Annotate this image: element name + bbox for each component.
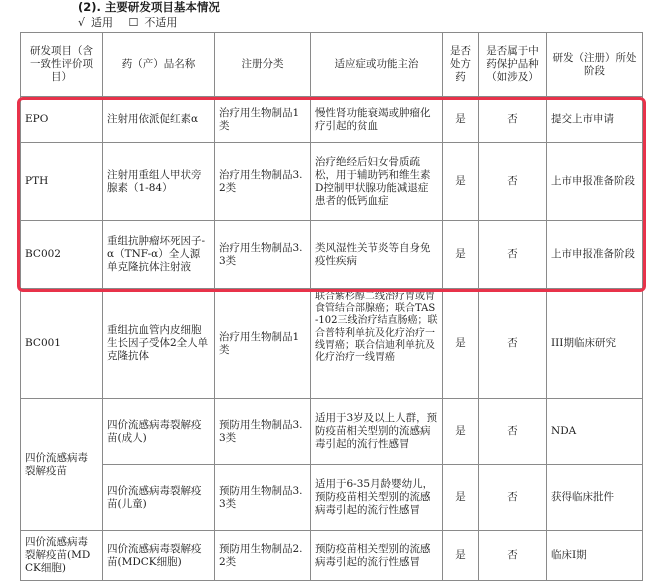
checkbox-icon: ☐ xyxy=(128,16,139,29)
cell-registration-class: 治疗用生物制品3.3类 xyxy=(215,221,311,289)
cell-indication: 类风湿性关节炎等自身免疫性疾病 xyxy=(311,221,443,289)
cell-project: EPO xyxy=(21,97,103,143)
cell-tcm-protection: 否 xyxy=(479,221,547,289)
cell-prescription: 是 xyxy=(443,531,479,581)
cell-stage: NDA xyxy=(547,399,643,465)
cell-registration-class: 预防用生物制品3.3类 xyxy=(215,465,311,531)
table-row xyxy=(21,289,643,399)
cell-prescription: 是 xyxy=(443,143,479,221)
header-stage: 研发（注册）所处阶段 xyxy=(547,33,643,97)
cell-prescription: 是 xyxy=(443,289,479,399)
cell-stage: 上市申报准备阶段 xyxy=(547,221,643,289)
table-row xyxy=(21,465,643,531)
table-row xyxy=(21,221,643,289)
cell-prescription: 是 xyxy=(443,221,479,289)
header-registration-class: 注册分类 xyxy=(215,33,311,97)
cell-prescription: 是 xyxy=(443,399,479,465)
cell-product-name: 四价流感病毒裂解疫苗(MDCK细胞) xyxy=(103,531,215,581)
header-tcm-protection: 是否属于中药保护品种（如涉及） xyxy=(479,33,547,97)
cell-indication: 预防疫苗相关型别的流感病毒引起的流行性感冒 xyxy=(311,531,443,581)
cell-registration-class: 治疗用生物制品3.2类 xyxy=(215,143,311,221)
header-prescription: 是否处方药 xyxy=(443,33,479,97)
cell-indication: 慢性肾功能衰竭或肿瘤化疗引起的贫血 xyxy=(311,97,443,143)
section-heading: (2). 主要研发项目基本情况 xyxy=(78,0,220,14)
rd-projects-table xyxy=(20,32,643,581)
cell-indication: 联合紫杉醇二线治疗胃或胃食管结合部腺癌；联合TAS-102三线治疗结直肠癌；联合普特利单抗及化疗治疗一线胃癌；联合信迪利单抗及化疗治疗一线胃癌 xyxy=(311,289,443,399)
cell-tcm-protection: 否 xyxy=(479,531,547,581)
cell-indication: 适用于3岁及以上人群，预防疫苗相关型别的流感病毒引起的流行性感冒 xyxy=(311,399,443,465)
cell-tcm-protection: 否 xyxy=(479,399,547,465)
cell-prescription: 是 xyxy=(443,465,479,531)
cell-registration-class: 治疗用生物制品1类 xyxy=(215,289,311,399)
cell-project: 四价流感病毒裂解疫苗(MDCK细胞) xyxy=(21,531,103,581)
table-row xyxy=(21,143,643,221)
cell-registration-class: 预防用生物制品2.2类 xyxy=(215,531,311,581)
header-product-name: 药（产）品名称 xyxy=(103,33,215,97)
cell-indication: 适用于6-35月龄婴幼儿，预防疫苗相关型别的流感病毒引起的流行性感冒 xyxy=(311,465,443,531)
cell-registration-class: 治疗用生物制品1类 xyxy=(215,97,311,143)
cell-stage: 提交上市申请 xyxy=(547,97,643,143)
cell-tcm-protection: 否 xyxy=(479,97,547,143)
header-project: 研发项目（含一致性评价项目） xyxy=(21,33,103,97)
table-row xyxy=(21,399,643,465)
table-row xyxy=(21,531,643,581)
cell-product-name: 重组抗血管内皮细胞生长因子受体2全人单克隆抗体 xyxy=(103,289,215,399)
cell-stage: 获得临床批件 xyxy=(547,465,643,531)
cell-product-name: 重组抗肿瘤坏死因子-α（TNF-α）全人源单克隆抗体注射液 xyxy=(103,221,215,289)
cell-stage: III期临床研究 xyxy=(547,289,643,399)
cell-stage: 上市申报准备阶段 xyxy=(547,143,643,221)
cell-product-name: 注射用依派促红素α xyxy=(103,97,215,143)
cell-project: 四价流感病毒裂解疫苗 xyxy=(21,399,103,531)
table-header-row xyxy=(21,33,643,97)
applicable-option: √ 适用 xyxy=(78,16,114,29)
cell-indication: 治疗绝经后妇女骨质疏松，用于辅助钙和维生素D控制甲状腺功能减退症患者的低钙血症 xyxy=(311,143,443,221)
table-row xyxy=(21,97,643,143)
applicability-options xyxy=(78,15,189,30)
cell-registration-class: 预防用生物制品3.3类 xyxy=(215,399,311,465)
cell-tcm-protection: 否 xyxy=(479,143,547,221)
checkmark-icon: √ xyxy=(78,16,86,29)
cell-product-name: 注射用重组人甲状旁腺素（1-84） xyxy=(103,143,215,221)
cell-project: BC001 xyxy=(21,289,103,399)
cell-project: PTH xyxy=(21,143,103,221)
cell-prescription: 是 xyxy=(443,97,479,143)
not-applicable-option: ☐ 不适用 xyxy=(128,16,178,29)
cell-project: BC002 xyxy=(21,221,103,289)
cell-stage: 临床I期 xyxy=(547,531,643,581)
cell-tcm-protection: 否 xyxy=(479,465,547,531)
cell-product-name: 四价流感病毒裂解疫苗(儿童) xyxy=(103,465,215,531)
header-indication: 适应症或功能主治 xyxy=(311,33,443,97)
cell-tcm-protection: 否 xyxy=(479,289,547,399)
cell-product-name: 四价流感病毒裂解疫苗(成人) xyxy=(103,399,215,465)
